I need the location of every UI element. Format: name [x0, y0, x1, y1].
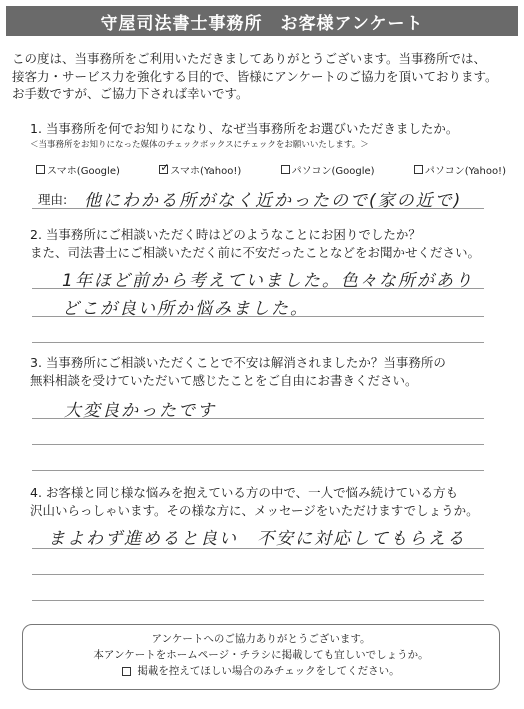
question-3-line: 3. 当事務所にご相談いただくことで不安は解消されましたか？当事務所の [30, 355, 446, 370]
question-1 [30, 120, 510, 151]
answer-line [32, 342, 484, 343]
checkbox-pc-yahoo[interactable] [414, 165, 423, 174]
answer-line [32, 316, 484, 317]
answer-line [32, 548, 484, 549]
question-1-text: 1. 当事務所を何でお知りになり、なぜ当事務所をお選びいただきましたか。 [30, 121, 459, 136]
consent-box [22, 624, 500, 690]
publish-optout[interactable] [23, 663, 499, 679]
option-smartphone-yahoo[interactable] [159, 162, 241, 177]
option-label: パソコン(Yahoo!) [424, 166, 506, 177]
q2-handwritten-answer: 1年ほど前から考えていました。色々な所があり [62, 271, 474, 291]
question-3-line: 無料相談を受けていただいて感じたことをご自由にお書きください。 [30, 373, 418, 388]
reason-label: 理由: [38, 192, 68, 207]
question-4-line: 4. お客様と同じ様な悩みを抱えている方の中で、一人で悩み続けている方も [30, 485, 459, 500]
intro-line: お手数ですが、ご協力下されば幸いです。 [12, 86, 249, 101]
checkbox-smartphone-google[interactable] [36, 165, 45, 174]
answer-line [32, 208, 484, 209]
option-label: スマホ(Google) [47, 166, 120, 177]
media-checkboxes [36, 162, 506, 177]
answer-line [32, 470, 484, 471]
checkbox-smartphone-yahoo[interactable] [159, 165, 168, 174]
question-3 [30, 354, 510, 390]
answer-line [32, 444, 484, 445]
footer-question: 本アンケートをホームページ・チラシに掲載しても宜しいでしょうか。 [93, 649, 429, 661]
survey-title-bar [6, 6, 518, 36]
intro-text [12, 50, 517, 103]
question-1-note: ＜当事務所をお知りになった媒体のチェックボックスにチェックをお願いいたします。＞ [30, 140, 369, 150]
option-pc-google[interactable] [281, 162, 375, 177]
checkbox-pc-google[interactable] [281, 165, 290, 174]
footer-optout-label: 掲載を控えてほしい場合のみチェックをしてください。 [137, 665, 400, 677]
question-2-line: 2. 当事務所にご相談いただく時はどのようなことにお困りでしたか？ [30, 227, 421, 242]
q4-handwritten-answer: まよわず進めると良い 不安に対応してもらえる [48, 529, 466, 549]
intro-line: 接客力・サービス力を強化する目的で、皆様にアンケートのご協力を頂いております。 [12, 68, 498, 84]
question-2-line: また、司法書士にご相談いただく前に不安だったことなどをお聞かせください。 [30, 245, 481, 260]
answer-line [32, 574, 484, 575]
checkbox-publish-optout[interactable] [122, 667, 131, 676]
q2-handwritten-answer: どこが良い所か悩みました。 [62, 299, 309, 319]
option-pc-yahoo[interactable] [414, 162, 506, 177]
option-label: パソコン(Google) [291, 166, 375, 177]
footer-thanks: アンケートへのご協力ありがとうございます。 [151, 633, 371, 645]
intro-line: この度は、当事務所をご利用いただきましてありがとうございます。当事務所では、 [12, 51, 487, 66]
survey-title: 守屋司法書士事務所 お客様アンケート [100, 13, 424, 34]
option-label: スマホ(Yahoo!) [170, 166, 242, 177]
answer-line [32, 418, 484, 419]
q1-handwritten-answer: 他にわかる所がなく近かったので(家の近で) [84, 191, 463, 211]
answer-line [32, 288, 484, 289]
q3-handwritten-answer: 大変良かったです [64, 401, 216, 421]
option-smartphone-google[interactable] [36, 162, 120, 177]
question-4 [30, 484, 510, 520]
answer-line [32, 600, 484, 601]
question-2 [30, 226, 510, 262]
question-4-line: 沢山いらっしゃいます。その様な方に、メッセージをいただけますでしょうか。 [30, 503, 479, 518]
